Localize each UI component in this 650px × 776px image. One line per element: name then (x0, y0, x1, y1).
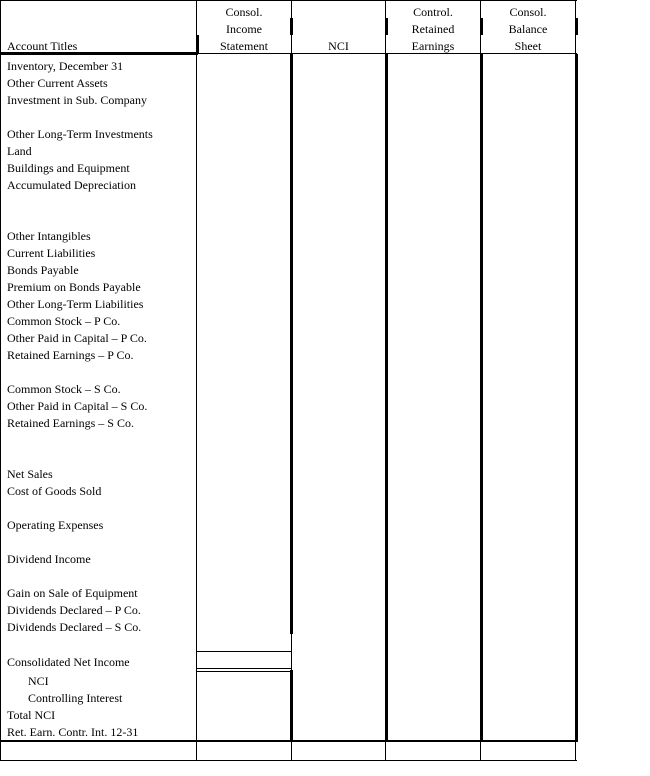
account-row: Other Intangibles (7, 229, 91, 243)
balance-sheet-header (481, 4, 575, 55)
header-line: Earnings (411, 39, 455, 53)
account-row: Common Stock – P Co. (7, 314, 121, 328)
header-line: NCI (328, 39, 349, 53)
header-line: Sheet (514, 39, 542, 53)
income-subtotal-rule (197, 651, 292, 652)
account-titles-header: Account Titles (7, 39, 78, 53)
account-row: Dividends Declared – S Co. (7, 620, 142, 634)
bottom-rule (0, 760, 577, 761)
account-row: Other Paid in Capital – P Co. (7, 331, 147, 345)
summary-row: Total NCI (7, 708, 56, 722)
header-line (292, 4, 385, 21)
account-row: Accumulated Depreciation (7, 178, 136, 192)
account-row: Current Liabilities (7, 246, 96, 260)
column-divider-heavy (290, 670, 293, 741)
account-row: Operating Expenses (7, 518, 104, 532)
header-line: Consol. (509, 5, 547, 19)
summary-row: Consolidated Net Income (7, 655, 130, 669)
account-row: Dividend Income (7, 552, 91, 566)
income-statement-header (197, 4, 291, 55)
account-row: Premium on Bonds Payable (7, 280, 141, 294)
left-border (0, 0, 1, 761)
header-line: Income (226, 22, 262, 36)
account-row: Gain on Sale of Equipment (7, 586, 138, 600)
account-row: Bonds Payable (7, 263, 79, 277)
account-row: Net Sales (7, 467, 53, 481)
header-line: Control. (413, 5, 453, 19)
account-row: Common Stock – S Co. (7, 382, 121, 396)
summary-row: Controlling Interest (28, 691, 123, 705)
account-row: Other Long-Term Investments (7, 127, 153, 141)
nci-header (292, 4, 385, 55)
column-divider-heavy (385, 54, 388, 741)
column-divider (196, 0, 197, 761)
account-row: Dividends Declared – P Co. (7, 603, 141, 617)
summary-row: Ret. Earn. Contr. Int. 12-31 (7, 725, 139, 739)
right-border-heavy (575, 54, 578, 741)
account-row: Other Current Assets (7, 76, 108, 90)
account-row: Retained Earnings – P Co. (7, 348, 134, 362)
right-border-marker (575, 18, 578, 35)
header-top-rule (0, 0, 577, 1)
retained-earnings-header (386, 4, 480, 55)
column-divider-heavy (480, 54, 483, 741)
account-row: Other Paid in Capital – S Co. (7, 399, 148, 413)
account-row: Land (7, 144, 32, 158)
summary-row: NCI (28, 674, 49, 688)
account-row: Other Long-Term Liabilities (7, 297, 144, 311)
account-row: Cost of Goods Sold (7, 484, 102, 498)
account-row: Inventory, December 31 (7, 59, 124, 73)
header-line (292, 21, 385, 38)
column-divider-heavy (290, 54, 293, 634)
income-subtotal-rule (197, 671, 292, 672)
account-row: Investment in Sub. Company (7, 93, 147, 107)
header-line: Retained (411, 22, 455, 36)
income-subtotal-rule (197, 668, 292, 669)
header-line: Statement (220, 39, 268, 53)
account-row: Buildings and Equipment (7, 161, 130, 175)
header-line: Balance (508, 22, 548, 36)
account-row: Retained Earnings – S Co. (7, 416, 134, 430)
header-line: Consol. (225, 5, 263, 19)
